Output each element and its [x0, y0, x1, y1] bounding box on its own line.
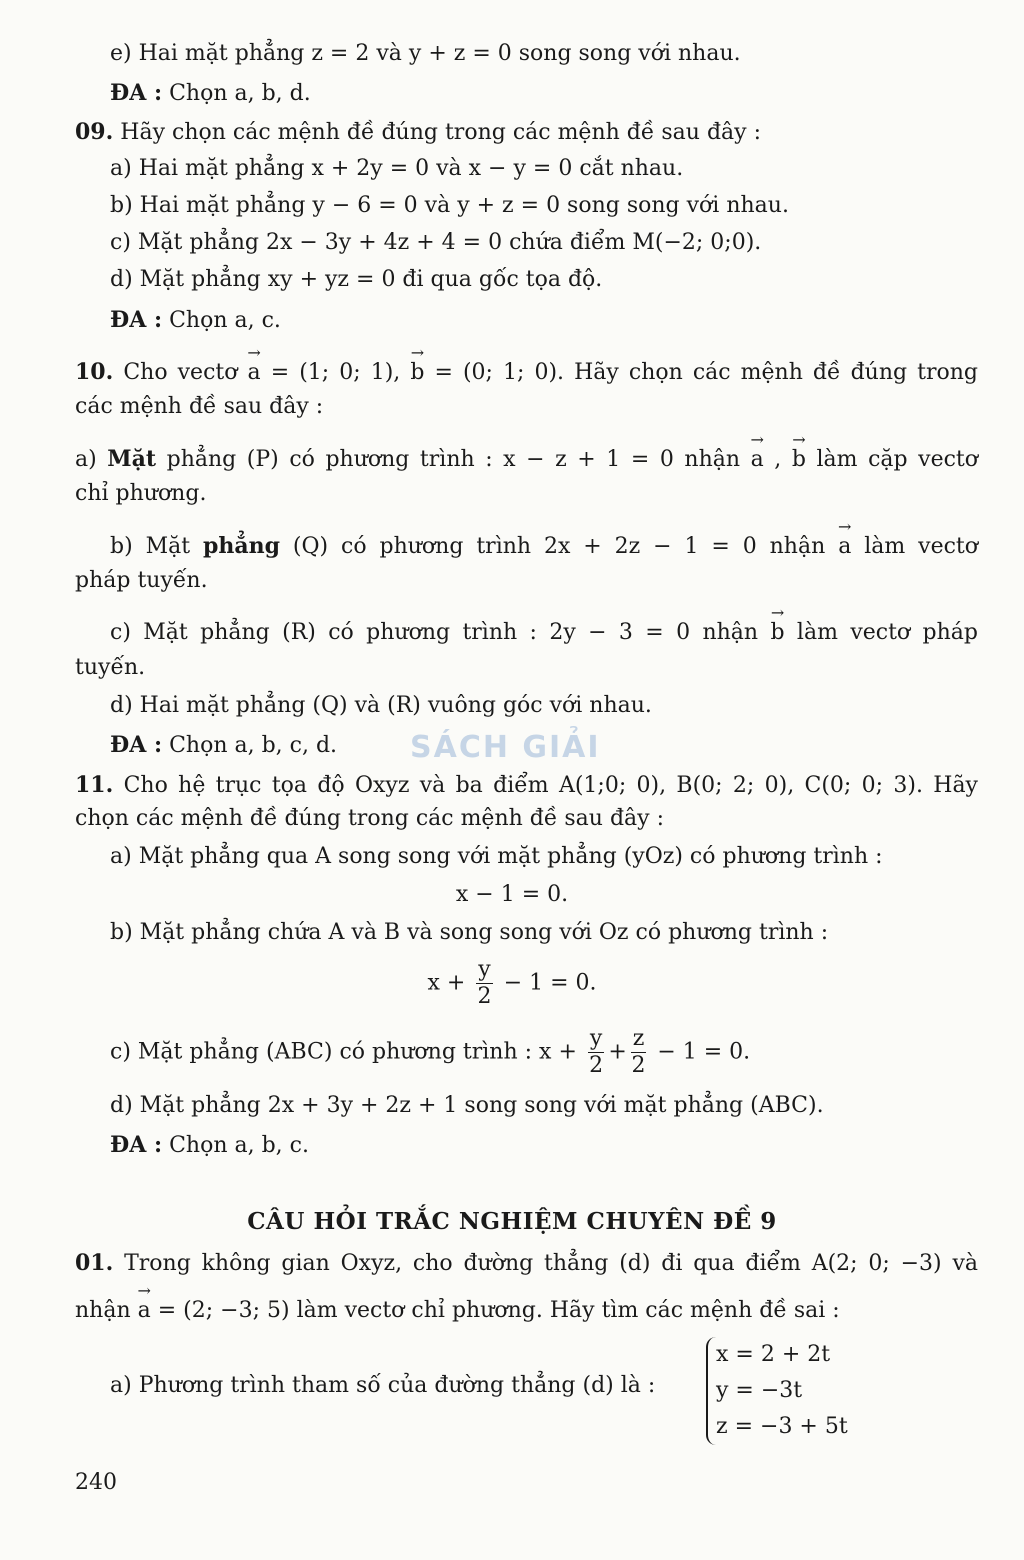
- q10-option-a-line2: chỉ phương.: [75, 481, 207, 506]
- vector-b: → b: [410, 359, 424, 387]
- system-line-z: z = −3 + 5t: [716, 1414, 848, 1439]
- q10-option-b-line2: pháp tuyến.: [75, 568, 208, 593]
- q01-option-a: a) Phương trình tham số của đường thẳng (d) là :: [110, 1373, 656, 1398]
- question-text: Cho hệ trục tọa độ Oxyz và ba điểm A(1;0; 0), B(0; 2; 0), C(0; 0; 3). Hãy: [113, 773, 978, 798]
- q10-option-d: d) Hai mặt phẳng (Q) và (R) vuông góc với nhau.: [110, 693, 652, 718]
- q10-option-c: [110, 619, 978, 647]
- text-run: Mặt: [107, 446, 157, 472]
- q09-option-a: a) Hai mặt phẳng x + 2y = 0 và x − y = 0 cắt nhau.: [110, 156, 684, 181]
- fraction: [476, 957, 492, 1010]
- q11-option-d: d) Mặt phẳng 2x + 3y + 2z + 1 song song với mặt phẳng (ABC).: [110, 1093, 824, 1118]
- answer-label: ĐA :: [110, 80, 163, 106]
- watermark: SÁCH GIẢI: [410, 730, 601, 765]
- vector-b: → b: [792, 446, 806, 474]
- system-line-y: y = −3t: [716, 1378, 803, 1403]
- fraction-numerator: y: [478, 957, 491, 982]
- vector-a: → a: [838, 533, 851, 561]
- answer-text: Chọn a, b, c.: [162, 1133, 309, 1158]
- answer-label: ĐA :: [110, 307, 163, 333]
- q11-option-b-equation: [0, 957, 1024, 1010]
- text-run: = (2; −3; 5) làm vectơ chỉ phương. Hãy tìm các mệnh đề sai :: [150, 1298, 840, 1323]
- text-run: − 1 = 0.: [650, 1039, 751, 1065]
- q10-option-c-line2: tuyến.: [75, 655, 146, 680]
- text-run: phẳng (P) có phương trình : x − z + 1 = 0 nhận: [156, 447, 751, 472]
- option-e: e) Hai mặt phẳng z = 2 và y + z = 0 song song với nhau.: [110, 41, 741, 66]
- fraction: [588, 1026, 604, 1079]
- text-run: − 1 = 0.: [496, 970, 597, 996]
- fraction-denominator: 2: [477, 984, 492, 1009]
- text-run: b) Mặt: [110, 534, 203, 559]
- text-run: Cho vectơ: [113, 360, 248, 385]
- q10-line2: các mệnh đề sau đây :: [75, 394, 324, 419]
- question-number: 10.: [75, 359, 114, 385]
- text-run: nhận: [75, 1298, 138, 1323]
- fraction: [631, 1026, 647, 1079]
- text-run: +: [608, 1039, 627, 1065]
- answer-text: Chọn a, b, c, d.: [162, 733, 338, 758]
- system-line-x: x = 2 + 2t: [716, 1342, 831, 1367]
- text-run: làm vectơ pháp: [784, 620, 978, 645]
- text-run: làm cặp vectơ: [805, 447, 979, 472]
- vector-a: → a: [751, 446, 764, 474]
- text-run: c) Mặt phẳng (ABC) có phương trình : x +: [110, 1039, 584, 1065]
- question-number: 01.: [75, 1250, 114, 1276]
- fraction-denominator: 2: [589, 1053, 604, 1078]
- q10-answer: [110, 731, 337, 760]
- text-run: a): [75, 447, 108, 472]
- question-text: Trong không gian Oxyz, cho đường thẳng (d) đi qua điểm A(2; 0; −3) và: [113, 1251, 978, 1276]
- answer-line: [110, 79, 311, 108]
- question-10: [75, 358, 978, 387]
- answer-label: ĐA :: [110, 1132, 163, 1158]
- q09-answer: [110, 306, 281, 335]
- q09-option-d: d) Mặt phẳng xy + yz = 0 đi qua gốc tọa độ.: [110, 267, 603, 292]
- q11-option-a-equation: x − 1 = 0.: [455, 882, 569, 907]
- fraction-numerator: z: [632, 1026, 645, 1051]
- q11-line2: chọn các mệnh đề đúng trong các mệnh đề sau đây :: [75, 806, 664, 831]
- text-run: ,: [763, 447, 792, 472]
- fraction-denominator: 2: [631, 1053, 646, 1078]
- vector-b: → b: [770, 619, 784, 647]
- text-run: làm vectơ: [851, 534, 979, 559]
- parametric-system: [706, 1337, 848, 1445]
- q10-option-a: [75, 445, 978, 474]
- question-text: Hãy chọn các mệnh đề đúng trong các mệnh đề sau đây :: [113, 120, 761, 145]
- vector-a: → a: [138, 1297, 151, 1325]
- page-number: 240: [75, 1470, 117, 1495]
- text-run: c) Mặt phẳng (R) có phương trình : 2y − 3 = 0 nhận: [110, 620, 771, 645]
- question-number: 09.: [75, 119, 114, 145]
- question-09: [75, 118, 761, 147]
- q11-option-b: b) Mặt phẳng chứa A và B và song song với Oz có phương trình :: [110, 920, 829, 945]
- q11-option-a: a) Mặt phẳng qua A song song với mặt phẳng (yOz) có phương trình :: [110, 844, 883, 869]
- text-run: x +: [427, 970, 473, 996]
- q01-line2: [75, 1297, 840, 1325]
- text-run: phẳng: [202, 533, 280, 559]
- vector-a: → a: [248, 359, 261, 387]
- q11-option-c: [110, 1026, 750, 1079]
- text-run: = (0; 1; 0). Hãy chọn các mệnh đề đúng trong: [424, 360, 979, 385]
- question-01: [75, 1249, 978, 1278]
- answer-text: Chọn a, c.: [162, 308, 281, 333]
- question-11: [75, 771, 978, 800]
- q11-answer: [110, 1131, 309, 1160]
- q09-option-b: b) Hai mặt phẳng y − 6 = 0 và y + z = 0 song song với nhau.: [110, 193, 789, 218]
- fraction-numerator: y: [589, 1026, 603, 1051]
- answer-text: Chọn a, b, d.: [162, 81, 311, 106]
- question-number: 11.: [75, 772, 114, 798]
- text-run: (Q) có phương trình 2x + 2z − 1 = 0 nhận: [280, 534, 839, 559]
- q09-option-c: c) Mặt phẳng 2x − 3y + 4z + 4 = 0 chứa điểm M(−2; 0;0).: [110, 230, 762, 255]
- answer-label: ĐA :: [110, 732, 163, 758]
- text-run: = (1; 0; 1),: [260, 360, 411, 385]
- section-heading: CÂU HỎI TRẮC NGHIỆM CHUYÊN ĐỀ 9: [247, 1208, 777, 1235]
- q10-option-b: [110, 532, 978, 561]
